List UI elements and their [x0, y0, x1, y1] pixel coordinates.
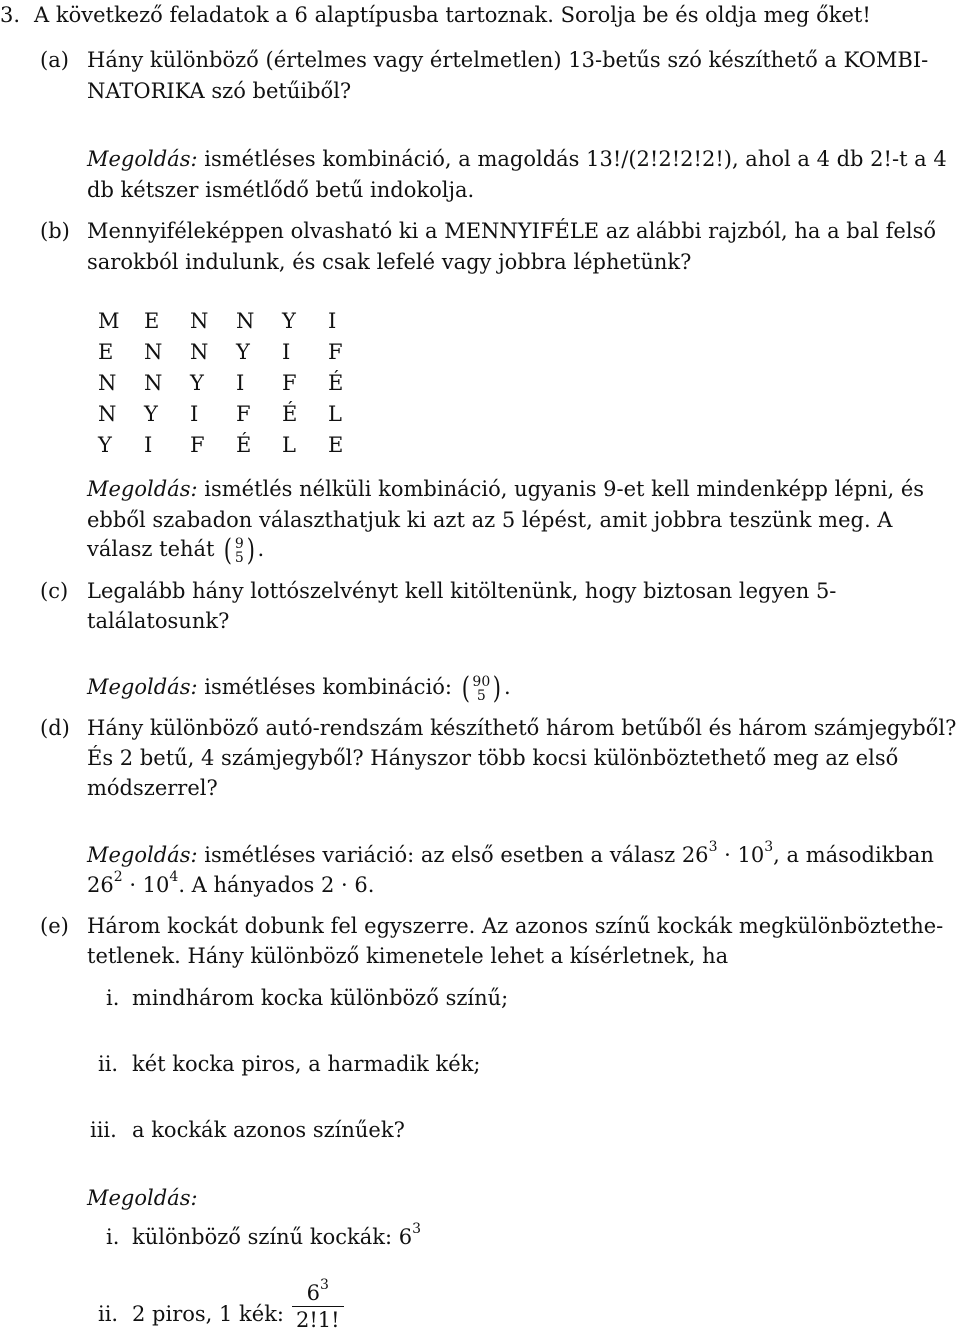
grid-cell: L	[282, 433, 296, 457]
item-a-question-line2: NATORIKA szó betűiből?	[87, 79, 352, 103]
subitem-text: a kockák azonos színűek?	[132, 1118, 405, 1142]
item-b-question-line1: Mennyiféleképpen olvasható ki a MENNYIFÉLE az alábbi rajzból, ha a bal felső	[87, 219, 936, 243]
solution-label: Megoldás:	[87, 1186, 198, 1210]
grid-cell: N	[98, 371, 117, 395]
subitem-text: két kocka piros, a harmadik kék;	[132, 1052, 481, 1076]
grid-row	[98, 430, 374, 461]
item-d-line2-mid: · 10	[122, 873, 170, 897]
grid-cell: N	[190, 309, 209, 333]
answer-1-text: különböző színű kockák: 6	[132, 1225, 413, 1249]
binom-top: 90	[472, 673, 491, 690]
item-d-question-line3: módszerrel?	[87, 776, 218, 800]
item-c-label: (c)	[40, 579, 69, 603]
subitem-label: i.	[106, 986, 120, 1010]
fraction	[292, 1277, 344, 1333]
item-a-solution-line2: db kétszer ismétlődő betű indokolja.	[87, 178, 475, 202]
solution-label: Megoldás:	[87, 147, 198, 171]
item-d-solution-post: , a másodikban	[773, 843, 934, 867]
binomial-coefficient: ( 90 5 )	[461, 670, 502, 706]
item-a-solution-text: ismétléses kombináció, a magoldás 13!/(2!2!2!2!), ahol a 4 db 2!-t a 4	[204, 147, 947, 171]
grid-row	[98, 368, 374, 399]
answer-1	[132, 1222, 421, 1252]
item-a-question-line1: Hány különböző (értelmes vagy értelmetlen) 13-betűs szó készíthető a KOMBI-	[87, 48, 929, 72]
item-b-question-line2: sarokból indulunk, és csak lefelé vagy jobbra léphetünk?	[87, 250, 692, 274]
solution-label: Megoldás:	[87, 675, 198, 699]
grid-cell: F	[236, 402, 251, 426]
fraction-denominator: 2!1!	[296, 1308, 340, 1332]
fraction-numerator: $6^3$	[306, 1277, 329, 1305]
exponent: 3	[708, 839, 718, 855]
binom-period: .	[257, 537, 265, 561]
item-d-line2-base: 26	[87, 873, 114, 897]
problem-number: 3.	[0, 3, 21, 27]
grid-cell: M	[98, 309, 120, 333]
grid-cell: I	[236, 371, 245, 395]
grid-cell: É	[236, 433, 252, 457]
answer-label: i.	[106, 1225, 120, 1249]
grid-cell: E	[144, 309, 160, 333]
problem-title: A következő feladatok a 6 alaptípusba tartoznak. Sorolja be és oldja meg őket!	[34, 3, 871, 27]
grid-cell: L	[328, 402, 342, 426]
grid-cell: N	[190, 340, 209, 364]
grid-cell: Y	[98, 433, 112, 457]
item-c-question-line1	[87, 576, 960, 606]
binom-top: 9	[234, 535, 244, 552]
grid-cell: F	[190, 433, 205, 457]
binom-bottom: 5	[476, 687, 486, 704]
item-d-solution-line1	[87, 840, 934, 870]
item-d-solution-pre: ismétléses variáció: az első esetben a válasz 26	[204, 843, 709, 867]
grid-cell: N	[98, 402, 117, 426]
grid-row	[98, 399, 374, 430]
item-d-question-line1: Hány különböző autó-rendszám készíthető három betűből és három számjegyből?	[87, 716, 957, 740]
exponent: 2	[113, 869, 123, 885]
letter-grid	[98, 306, 374, 461]
item-b-solution-line2: ebből szabadon választhatjuk ki azt az 5 lépést, amit jobbra teszünk meg. A	[87, 508, 893, 532]
subitem-label: ii.	[98, 1052, 119, 1076]
solution-label: Megoldás:	[87, 843, 198, 867]
grid-cell: Y	[144, 402, 158, 426]
item-b-answer-text: válasz tehát	[87, 537, 215, 561]
item-d-question-line2: És 2 betű, 4 számjegyből? Hányszor több kocsi különböztethető meg az első	[87, 746, 899, 770]
grid-cell: N	[236, 309, 255, 333]
binomial-coefficient: ( 9 5 )	[223, 532, 255, 568]
item-d-line2-post: . A hányados 2 · 6.	[178, 873, 375, 897]
grid-cell: F	[282, 371, 297, 395]
item-c-solution-line	[87, 672, 511, 704]
answer-2	[132, 1299, 284, 1329]
item-a-solution-line1	[87, 144, 947, 174]
grid-cell: Y	[190, 371, 204, 395]
grid-cell: Y	[282, 309, 296, 333]
answer-label: ii.	[98, 1302, 119, 1326]
solution-label: Megoldás:	[87, 477, 198, 501]
exponent: 3	[412, 1221, 422, 1237]
item-d-label: (d)	[40, 716, 70, 740]
grid-row	[98, 306, 374, 337]
answer-2-text: 2 piros, 1 kék:	[132, 1302, 284, 1326]
grid-cell: É	[328, 371, 344, 395]
grid-cell: I	[190, 402, 199, 426]
grid-cell: N	[144, 371, 163, 395]
grid-cell: E	[328, 433, 344, 457]
item-e-question-line1: Három kockát dobunk fel egyszerre. Az azonos színű kockák megkülönböztethe-	[87, 914, 944, 938]
grid-cell: É	[282, 402, 298, 426]
item-c-question-line2: találatosunk?	[87, 609, 230, 633]
grid-cell: I	[282, 340, 291, 364]
exponent: 4	[169, 869, 179, 885]
item-d-solution-mid: · 10	[717, 843, 765, 867]
binom-bottom: 5	[234, 549, 244, 566]
item-c-question-text: Legalább hány lottószelvényt kell kitöltenünk, hogy biztosan legyen 5-	[87, 579, 837, 603]
item-b-solution-text: ismétlés nélküli kombináció, ugyanis 9-et kell mindenképp lépni, és	[204, 477, 925, 501]
grid-cell: Y	[236, 340, 250, 364]
item-a-label: (a)	[40, 48, 69, 72]
item-e-question-line2: tetlenek. Hány különböző kimenetele lehet a kísérletnek, ha	[87, 944, 729, 968]
item-d-solution-line2	[87, 870, 374, 900]
item-b-solution-line1	[87, 474, 924, 504]
grid-cell: I	[144, 433, 153, 457]
grid-cell: N	[144, 340, 163, 364]
grid-row	[98, 337, 374, 368]
item-b-solution-line3	[87, 534, 264, 566]
grid-cell: E	[98, 340, 114, 364]
grid-cell: F	[328, 340, 343, 364]
grid-cell: I	[328, 309, 337, 333]
subitem-label: iii.	[90, 1118, 117, 1142]
item-e-label: (e)	[40, 914, 69, 938]
exponent: 3	[764, 839, 774, 855]
subitem-text: mindhárom kocka különböző színű;	[132, 986, 509, 1010]
binom-period: .	[503, 675, 511, 699]
item-b-label: (b)	[40, 219, 70, 243]
item-c-solution-text: ismétléses kombináció:	[204, 675, 453, 699]
